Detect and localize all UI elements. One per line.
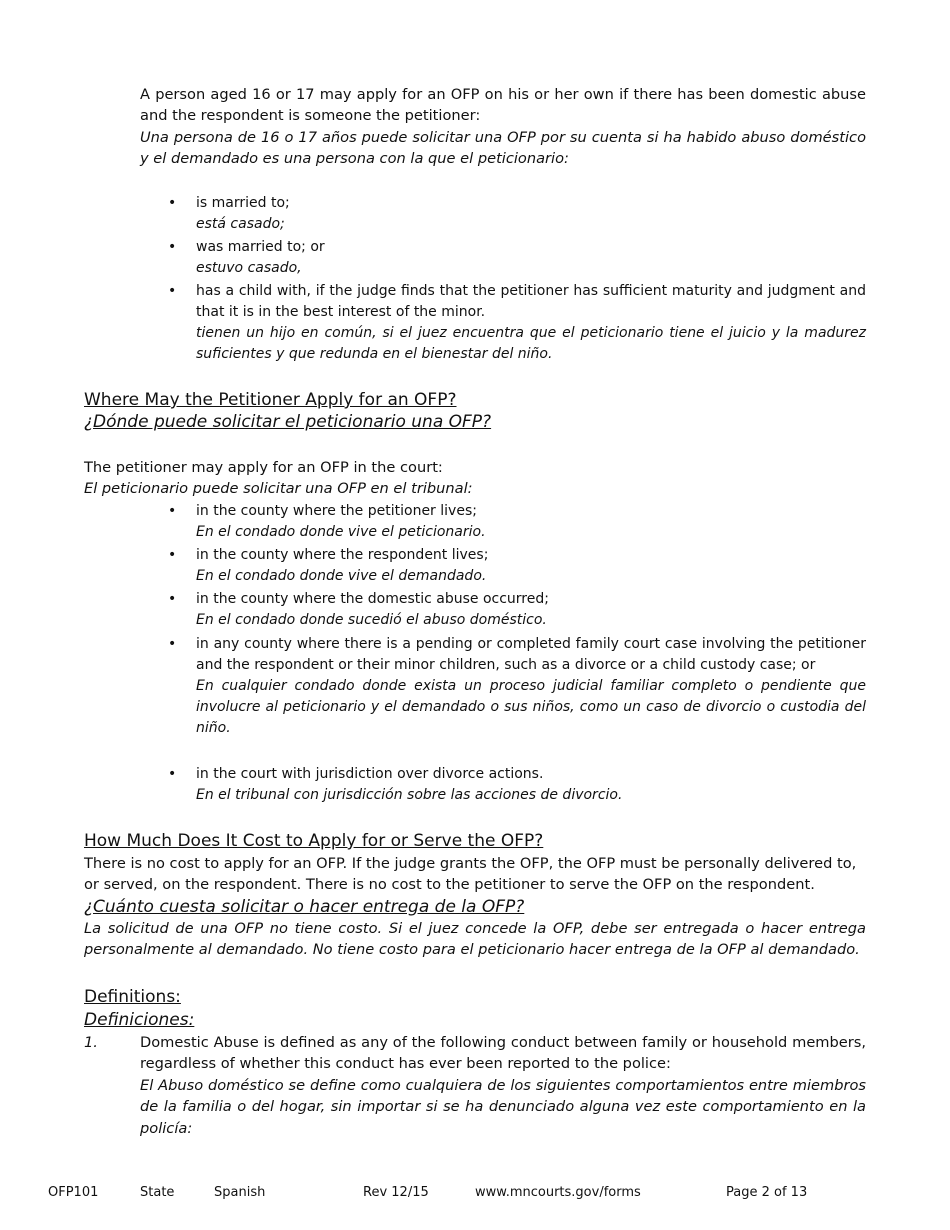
footer-url: www.mncourts.gov/forms xyxy=(475,1185,641,1200)
list-item-spanish: En el tribunal con jurisdicción sobre las acciones de divorcio. xyxy=(196,787,623,803)
list-item-spanish: estuvo casado, xyxy=(196,260,302,276)
list-item xyxy=(196,237,866,279)
cost-heading-spanish: ¿Cuánto cuesta solicitar o hacer entrega de la OFP? xyxy=(84,897,525,917)
list-item-spanish: está casado; xyxy=(196,216,285,232)
list-item xyxy=(196,764,866,806)
footer-language: Spanish xyxy=(214,1185,266,1200)
footer-revision: Rev 12/15 xyxy=(363,1185,429,1200)
definition-english: Domestic Abuse is defined as any of the following conduct between family or household members, regardless of whether this conduct has ever been reported to the police: xyxy=(140,1034,866,1073)
list-item-english: • has a child with, if the judge finds that the petitioner has sufficient maturity and judgment and that it is in the best interest of the minor. xyxy=(196,283,866,320)
intro-spanish: Una persona de 16 o 17 años puede solicitar una OFP por su cuenta si ha habido abuso doméstico y el demandado es una persona con la que el peticionario: xyxy=(140,129,866,168)
footer-page-number: Page 2 of 13 xyxy=(726,1185,808,1200)
list-item-english: • is married to; xyxy=(196,195,290,211)
list-item xyxy=(196,634,866,739)
list-item-spanish: En el condado donde vive el demandado. xyxy=(196,568,487,584)
list-item-spanish: En el condado donde vive el peticionario. xyxy=(196,524,486,540)
definitions-heading-english: Definitions: xyxy=(84,987,181,1007)
footer-state: State xyxy=(140,1185,175,1200)
list-item xyxy=(196,589,866,631)
list-item xyxy=(196,501,866,543)
list-item xyxy=(196,545,866,587)
list-item-english: • in any county where there is a pending or completed family court case involving the petitioner and the respondent or their minor children, such as a divorce or a child custody case; or xyxy=(196,636,866,673)
definition-spanish: El Abuso doméstico se define como cualquiera de los siguientes comportamientos entre miembros de la familia o del hogar, sin importar si se ha denunciado alguna vez este comportamiento en la policía: xyxy=(140,1077,866,1137)
list-item xyxy=(196,281,866,365)
definitions-heading-spanish: Definiciones: xyxy=(84,1010,195,1030)
list-item-spanish: En el condado donde sucedió el abuso doméstico. xyxy=(196,612,547,628)
cost-body-spanish: La solicitud de una OFP no tiene costo. Si el juez concede la OFP, debe ser entregada o hacer entrega personalmente al demandado. No tiene costo para el peticionario hacer entrega de la OFP al demandado. xyxy=(84,920,866,959)
intro-english: A person aged 16 or 17 may apply for an OFP on his or her own if there has been domestic abuse and the respondent is someone the petitioner: xyxy=(140,86,866,125)
definition-number: 1. xyxy=(84,1034,98,1051)
where-lead-english: The petitioner may apply for an OFP in the court: xyxy=(84,459,443,476)
cost-body-english: There is no cost to apply for an OFP. If the judge grants the OFP, the OFP must be personally delivered to, or served, on the respondent. There is no cost to the petitioner to serve the OFP on the respondent. xyxy=(84,855,857,894)
where-lead-spanish: El peticionario puede solicitar una OFP en el tribunal: xyxy=(84,480,473,497)
list-item-english: • in the court with jurisdiction over divorce actions. xyxy=(196,766,544,782)
cost-heading-english: How Much Does It Cost to Apply for or Serve the OFP? xyxy=(84,831,544,851)
list-item-english: • in the county where the respondent lives; xyxy=(196,547,489,563)
list-item-spanish: tienen un hijo en común, si el juez encuentra que el peticionario tiene el juicio y la madurez suficientes y que redunda en el bienestar del niño. xyxy=(196,325,866,362)
list-item-english: • was married to; or xyxy=(196,239,325,255)
list-item-english: • in the county where the petitioner lives; xyxy=(196,503,477,519)
list-item-english: • in the county where the domestic abuse occurred; xyxy=(196,591,549,607)
footer-form-id: OFP101 xyxy=(48,1185,99,1200)
where-heading-spanish: ¿Dónde puede solicitar el peticionario una OFP? xyxy=(84,412,492,432)
list-item xyxy=(196,193,866,235)
where-heading-english: Where May the Petitioner Apply for an OFP? xyxy=(84,390,457,410)
list-item-spanish: En cualquier condado donde exista un proceso judicial familiar completo o pendiente que involucre al peticionario y el demandado o sus niños, como un caso de divorcio o custodia del niño. xyxy=(196,678,866,736)
